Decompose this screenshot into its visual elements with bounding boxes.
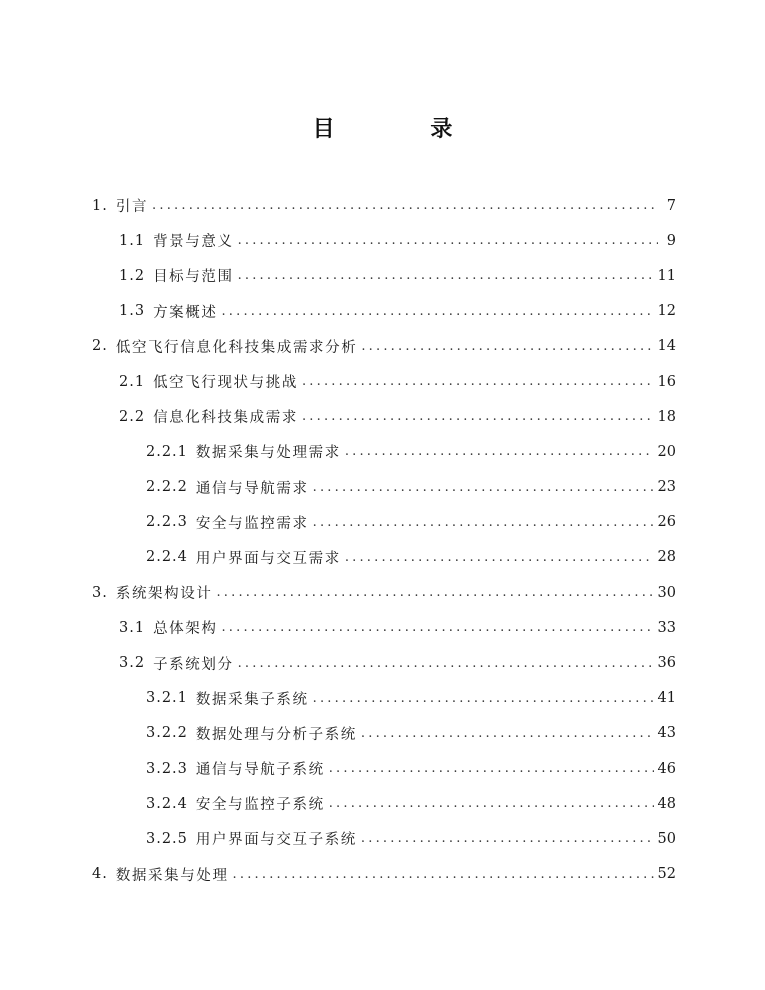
- toc-leader-dots: [221, 304, 653, 319]
- toc-leader-dots: [302, 374, 654, 389]
- toc-entry[interactable]: [92, 610, 676, 645]
- toc-entry-number: 3.2.1: [146, 690, 188, 707]
- toc-entry-label: 数据采集与处理: [115, 867, 229, 884]
- toc-entry-page: 18: [657, 408, 676, 425]
- toc-leader-dots: [313, 480, 654, 495]
- toc-entry-page: 26: [657, 514, 676, 531]
- toc-entry-number: 1.3: [119, 303, 146, 320]
- toc-leader-dots: [313, 691, 654, 706]
- toc-leader-dots: [216, 585, 653, 600]
- toc-entry-label: 方案概述: [153, 304, 218, 321]
- toc-entry-label: 系统架构设计: [115, 586, 213, 603]
- toc-entry-label: 低空飞行信息化科技集成需求分析: [115, 339, 358, 356]
- toc-entry-number: 2.2.3: [146, 514, 188, 531]
- toc-entry-number: 3.2.2: [146, 725, 188, 742]
- toc-entry-number: 3.2.4: [146, 795, 188, 812]
- toc-entry[interactable]: [92, 329, 676, 364]
- toc-entry[interactable]: [92, 716, 676, 751]
- toc-title: 目 录: [312, 117, 497, 142]
- toc-entry-page: 23: [657, 479, 676, 496]
- toc-leader-dots: [329, 796, 654, 811]
- toc-entry-page: 7: [666, 197, 676, 214]
- toc-entry-label: 用户界面与交互需求: [195, 550, 341, 567]
- toc-leader-dots: [233, 867, 654, 882]
- toc-leader-dots: [361, 831, 654, 846]
- toc-entry-label: 数据处理与分析子系统: [195, 726, 357, 743]
- toc-entry[interactable]: [92, 505, 676, 540]
- toc-entry[interactable]: [92, 434, 676, 469]
- toc-leader-dots: [152, 198, 658, 213]
- toc-entry-number: 2.2.1: [146, 443, 188, 460]
- toc-entry-page: 48: [657, 795, 676, 812]
- toc-entry-label: 通信与导航需求: [195, 480, 309, 497]
- toc-entry-label: 安全与监控需求: [195, 515, 309, 532]
- toc-leader-dots: [361, 726, 654, 741]
- toc-entry-label: 目标与范围: [153, 269, 234, 286]
- toc-entry-number: 2.: [92, 338, 108, 355]
- toc-entry-number: 3.2.3: [146, 760, 188, 777]
- toc-entry-number: 1.2: [119, 267, 146, 284]
- toc-entry-number: 2.2.2: [146, 479, 188, 496]
- toc-entry-page: 46: [657, 760, 676, 777]
- toc-entry-page: 41: [657, 690, 676, 707]
- toc-entry-page: 30: [657, 584, 676, 601]
- toc-entry-number: 4.: [92, 866, 108, 883]
- toc-entry-page: 43: [657, 725, 676, 742]
- toc-entry-label: 背景与意义: [153, 234, 234, 251]
- toc-entry[interactable]: [92, 751, 676, 786]
- toc-entry-page: 11: [657, 267, 676, 284]
- toc-leader-dots: [345, 444, 654, 459]
- toc-entry[interactable]: [92, 470, 676, 505]
- toc-leader-dots: [238, 656, 654, 671]
- toc-entry-label: 数据采集子系统: [195, 691, 309, 708]
- toc-entry-page: 9: [666, 232, 676, 249]
- toc-entry[interactable]: [92, 681, 676, 716]
- toc-leader-dots: [313, 515, 654, 530]
- toc-entry-page: 33: [657, 619, 676, 636]
- toc-entry-number: 3.2: [119, 655, 146, 672]
- toc-entry-number: 3.1: [119, 619, 146, 636]
- toc-leader-dots: [238, 233, 658, 248]
- toc-entry[interactable]: [92, 575, 676, 610]
- toc-leader-dots: [238, 268, 654, 283]
- toc-entry-label: 通信与导航子系统: [195, 762, 325, 779]
- toc-entry[interactable]: [92, 364, 676, 399]
- toc-leader-dots: [302, 409, 654, 424]
- toc-leader-dots: [221, 620, 653, 635]
- toc-entry-number: 2.1: [119, 373, 146, 390]
- toc-entry-page: 28: [657, 549, 676, 566]
- toc-entry-page: 14: [657, 338, 676, 355]
- toc-entry-label: 信息化科技集成需求: [153, 410, 298, 427]
- toc-entry-label: 总体架构: [153, 621, 218, 638]
- toc-entry-number: 2.2.4: [146, 549, 188, 566]
- toc-entry[interactable]: [92, 399, 676, 434]
- toc-entry[interactable]: [92, 645, 676, 680]
- toc-entry[interactable]: [92, 258, 676, 293]
- toc-entry-label: 数据采集与处理需求: [195, 445, 341, 462]
- toc-leader-dots: [361, 339, 653, 354]
- toc-entry[interactable]: [92, 188, 676, 223]
- toc-entry-page: 52: [657, 866, 676, 883]
- table-of-contents: [92, 188, 676, 892]
- toc-entry-label: 引言: [115, 199, 149, 216]
- toc-entry-label: 子系统划分: [153, 656, 234, 673]
- toc-entry-label: 用户界面与交互子系统: [195, 832, 357, 849]
- toc-entry[interactable]: [92, 857, 676, 892]
- toc-entry-label: 低空飞行现状与挑战: [153, 375, 298, 392]
- toc-entry[interactable]: [92, 223, 676, 258]
- toc-leader-dots: [345, 550, 654, 565]
- toc-leader-dots: [329, 761, 654, 776]
- toc-entry-page: 12: [657, 303, 676, 320]
- toc-entry-page: 36: [657, 655, 676, 672]
- toc-entry-page: 20: [657, 443, 676, 460]
- toc-entry-page: 50: [657, 830, 676, 847]
- toc-entry[interactable]: [92, 540, 676, 575]
- toc-entry-label: 安全与监控子系统: [195, 797, 325, 814]
- toc-entry-number: 1.: [92, 197, 108, 214]
- toc-entry-page: 16: [657, 373, 676, 390]
- toc-entry[interactable]: [92, 294, 676, 329]
- toc-entry-number: 2.2: [119, 408, 146, 425]
- toc-entry[interactable]: [92, 821, 676, 856]
- toc-entry-number: 3.2.5: [146, 830, 188, 847]
- toc-entry[interactable]: [92, 786, 676, 821]
- toc-entry-number: 3.: [92, 584, 108, 601]
- toc-entry-number: 1.1: [119, 232, 146, 249]
